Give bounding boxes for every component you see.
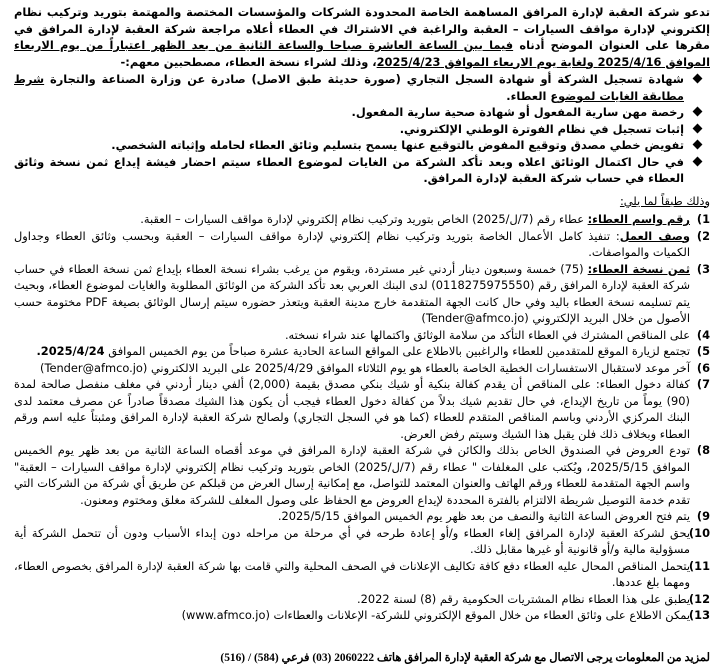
- requirement-item: [14, 137, 710, 154]
- term-text: يمكن الاطلاع على وثائق العطاء من خلال الموقع الإلكتروني للشركة- الإعلانات والعطاءات (www.afmco.jo): [181, 608, 690, 622]
- term-number: 9): [696, 509, 710, 523]
- requirement-text: تفويض خطي مصدق وتوقيع المفوض بالتوقيع عنها يسمح بتسليم وثائق العطاء لحامله وإثباته الشخصي.: [111, 138, 684, 152]
- lead-line: وذلك طبقاً لما يلي:: [619, 193, 710, 208]
- term-item: [14, 508, 710, 525]
- requirement-text-tail: العطاء.: [506, 88, 551, 103]
- term-label: ثمن نسخة العطاء:: [587, 261, 690, 276]
- term-number: 11): [688, 558, 710, 573]
- intro-paragraph: [14, 4, 710, 70]
- intro-text-2: ، وذلك لشراء نسخة العطاء، مصطحبين معهم:-: [120, 54, 377, 69]
- term-item: [14, 591, 710, 608]
- term-text: يحق لشركة العقبة لإدارة المرافق إلغاء العطاء و/أو إعادة طرحه في أي مرحلة من مراحله دون إبداء الأسباب ودون أن تتحمل الشركة أية مسؤولية مالية و/أو قانونية أو غيرها مقابل ذلك.: [14, 525, 690, 556]
- term-number: 1): [696, 212, 710, 226]
- term-item: [14, 442, 710, 508]
- term-item: [14, 343, 710, 360]
- term-item: [14, 228, 710, 261]
- term-text: يطبق على هذا العطاء نظام المشتريات الحكومية رقم (8) لسنة 2022.: [357, 591, 690, 606]
- term-text: عطاء رقم (7/ل/2025) الخاص بتوريد وتركيب نظام إلكتروني لإدارة مواقف السيارات – العقبة.: [140, 212, 588, 226]
- term-text: تودع العروض في الصندوق الخاص بذلك والكائن في شركة العقبة لإدارة المرافق في موعد أقصاه الساعة الثانية من بعد ظهر يوم الخميس الموافق 2025/5/15، ويُكتب على المغلفات " عطاء رقم (7/ل/2025) الخاص بتوريد وتركيب نظام إلكتروني لإدارة مواقف السيارات – العقبة" واسم الجهة المتقدمة للعطاء ورقم الهاتف والعنوان المعتمد للتواصل، مع إمكانية إرسال العرض من قبلكم عن طريق أي شركة من الشركات التي تقدم خدمة التوصيل شريطة الالتزام بالفترة المحددة لإيداع العروض مع الحفاظ على وصول المغلف للشركة مغلق ومختوم ومعنون.: [14, 443, 690, 507]
- term-number: 13): [688, 608, 710, 622]
- term-item: [14, 607, 710, 624]
- diamond-bullet-icon: [684, 71, 710, 104]
- contact-line-cut-off: لمزيد من المعلومات يرجى الاتصال مع شركة العقبة لإدارة المرافق هاتف 2060222 (03) فرعي (584) / (516): [220, 652, 710, 664]
- term-label: وصف العمل: [619, 228, 690, 243]
- term-number: 7): [696, 377, 710, 391]
- term-text: على المناقص المشترك في العطاء التأكد من سلامة الوثائق واكتمالها عند شراء نسخته.: [284, 327, 690, 342]
- requirement-text: شهادة تسجيل الشركة أو شهادة السجل التجاري (صورة حديثة طبق الاصل) صادرة عن وزارة الصناعة والتجارة: [44, 72, 684, 86]
- term-number: 4): [696, 327, 710, 342]
- term-item: [14, 211, 710, 228]
- term-text: تجتمع لزيارة الموقع للمتقدمين للعطاء والراغبين بالاطلاع على المواقع الساعة الحادية عشرة صباحاً من يوم الخميس الموافق: [104, 344, 690, 358]
- term-number: 8): [696, 443, 710, 457]
- diamond-bullet-icon: [684, 154, 710, 187]
- diamond-bullet-icon: [684, 121, 710, 138]
- requirements-list: [14, 71, 710, 187]
- term-text: : تنفيذ كامل الأعمال الخاصة بتوريد وتركيب نظام إلكتروني لإدارة مواقف السيارات – العقبة وبحسب وثائق العطاء وجداول الكميات والمواصفات.: [14, 228, 690, 259]
- requirement-item: [14, 71, 710, 104]
- term-number: 12): [688, 591, 710, 606]
- term-text: كفالة دخول العطاء: على المناقص أن يقدم كفالة بنكية أو شيك بنكي مصدق بقيمة (2,000) ألفي دينار أردني في مغلف منفصل صالحة لمدة (90) يوماً من تاريخ الإيداع، في حال تقديم شيك بدلاً من كفالة دخول العطاء فيجب أن يكون هذا الشيك مصدقاً صادراً عن مصرف معتمد لدى البنك المركزي الأردني وباسم المناقص المتقدم للعطاء (كما هو في السجل التجاري) ولصالح شركة العقبة لإدارة المرافق ومثبتاً عليه اسم ورقم العطاء وبخلاف ذلك فلن يقبل هذا الشيك وسيتم رفض العرض.: [14, 377, 690, 441]
- requirement-item: [14, 121, 710, 138]
- requirement-text: إثبات تسجيل في نظام الفوترة الوطني الإلكتروني.: [399, 121, 684, 136]
- term-number: 6): [696, 360, 710, 375]
- intro-dates-underlined: فيما بين الساعة العاشرة صباحا والساعة الثانية من بعد الظهر اعتباراً من يوم الاربعاء الموافق 2025/4/16 ولغاية يوم الاربعاء الموافق 2025/4/23: [14, 38, 710, 69]
- term-label: رقم واسم العطاء:: [587, 212, 690, 226]
- diamond-bullet-icon: [684, 104, 710, 121]
- term-number: 2): [696, 228, 710, 243]
- term-number: 10): [688, 525, 710, 540]
- diamond-bullet-icon: [684, 137, 710, 154]
- term-number: 3): [696, 261, 710, 276]
- requirement-item: [14, 104, 710, 121]
- intro-text-1: تدعو شركة العقبة لإدارة المرافق المساهمة الخاصة المحدودة الشركات والمؤسسات المختصة والمهتمة بتوريد وتركيب نظام إلكتروني لإدارة مواقف السيارات – العقبة والراغبة في الاشتراك في العطاء أعلاه مراجعة شركة العقبة لإدارة المرافق في مقرها على العنوان الموضح أدناه: [14, 5, 710, 52]
- term-item: [14, 327, 710, 344]
- term-number: 5): [696, 344, 710, 358]
- term-text: يتحمل المناقص المحال عليه العطاء دفع كافة تكاليف الإعلانات في الصحف المحلية والتي قامت بها شركة العقبة لإدارة المرافق بخصوص العطاء، ومهما بلغ عددها.: [14, 558, 690, 589]
- term-item: [14, 360, 710, 377]
- term-item: [14, 525, 710, 558]
- term-text: (75) خمسة وسبعون دينار أردني غير مستردة، ويقوم من يرغب بشراء نسخة العطاء بإيداع ثمن نسخة العطاء في حساب شركة العقبة لإدارة المرافق رقم (0118275975550) لدى البنك العربي بعد تأكد الشركة من الوثائق المطلوبة والغايات لموضوع العطاء، وبحيث يتم تسليمه نسخة العطاء باليد وفي حال كانت الجهة المتقدمة خارج مدينة العقبة ويتعذر حضوره سيتم إرسال الوثائق بصيغة PDF مختومة حسب الأصول من خلال البريد الإلكتروني (Tender@afmco.jo): [14, 261, 690, 325]
- term-item: [14, 558, 710, 591]
- term-item: [14, 376, 710, 442]
- requirement-text: رخصة مهن سارية المفعول أو شهادة صحية سارية المفعول.: [351, 105, 684, 119]
- requirement-item: [14, 154, 710, 187]
- term-text-bold-tail: 2025/4/24.: [36, 344, 105, 358]
- term-text: يتم فتح العروض الساعة الثانية والنصف من بعد ظهر يوم الخميس الموافق 2025/5/15.: [277, 509, 690, 523]
- requirement-underlined: شرط مطابقة الغايات لموضوع: [14, 72, 684, 103]
- requirement-text: في حال اكتمال الوثائق اعلاه وبعد تأكد الشركة من الغايات لموضوع العطاء سيتم احضار فيشة إيداع ثمن نسخة وثائق العطاء في حساب شركة العقبة لإدارة المرافق.: [14, 154, 684, 185]
- term-text: آخر موعد لاستقبال الاستفسارات الخطية الخاصة بالعطاء هو يوم الثلاثاء الموافق 2025/4/29 على البريد الالكتروني (Tender@afmco.jo): [39, 360, 690, 375]
- term-item: [14, 261, 710, 327]
- numbered-terms-list: [14, 211, 710, 624]
